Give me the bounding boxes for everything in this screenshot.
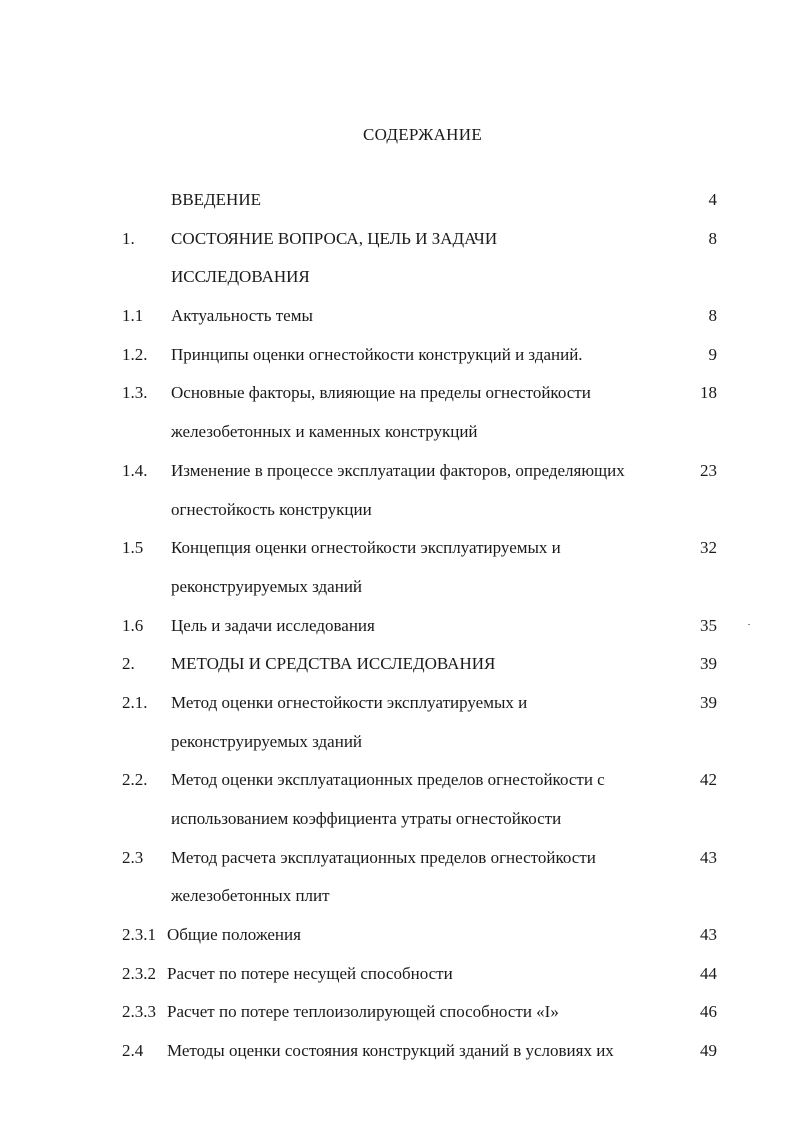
entry-number: 2.2. <box>122 770 148 790</box>
toc-entry <box>0 534 793 573</box>
entry-number: 1.1 <box>122 306 144 326</box>
entry-number: 2.4 <box>122 1041 144 1061</box>
toc-entry-continuation <box>0 882 793 921</box>
entry-title: Общие положения <box>167 925 301 945</box>
entry-page: 49 <box>700 1041 717 1061</box>
entry-title: Метод оценки эксплуатационных пределов огнестойкости с <box>171 770 605 790</box>
toc-entry <box>0 186 793 225</box>
entry-title: Актуальность темы <box>171 306 313 326</box>
entry-title: реконструируемых зданий <box>171 576 363 596</box>
toc-entry <box>0 302 793 341</box>
entry-page: 32 <box>700 538 717 558</box>
entry-page: 8 <box>708 306 717 326</box>
entry-page: 43 <box>700 847 717 867</box>
entry-number: 1.4. <box>122 460 148 480</box>
toc-entry-continuation <box>0 496 793 535</box>
entry-title: Расчет по потере теплоизолирующей способности «I» <box>167 1002 559 1022</box>
entry-title: Основные факторы, влияющие на пределы огнестойкости <box>171 383 591 403</box>
entry-number: 2.3.1 <box>122 925 156 945</box>
toc-entry <box>0 921 793 960</box>
toc-entry-continuation <box>0 263 793 302</box>
toc-entry <box>0 612 793 651</box>
entry-title: Метод расчета эксплуатационных пределов огнестойкости <box>171 847 596 867</box>
entry-number: 1.6 <box>122 615 144 635</box>
entry-title: Методы оценки состояния конструкций зданий в условиях их <box>167 1041 614 1061</box>
toc-entry-continuation <box>0 728 793 767</box>
entry-number: 1.3. <box>122 383 148 403</box>
toc-entry <box>0 341 793 380</box>
entry-title: СОСТОЯНИЕ ВОПРОСА, ЦЕЛЬ И ЗАДАЧИ <box>171 228 498 248</box>
toc-entry <box>0 1037 793 1076</box>
entry-title: Концепция оценки огнестойкости эксплуатируемых и <box>171 538 561 558</box>
toc-entry-continuation <box>0 573 793 612</box>
entry-page: 44 <box>700 963 717 983</box>
entry-title: ИССЛЕДОВАНИЯ <box>171 267 310 287</box>
entry-number: 1.5 <box>122 538 144 558</box>
entry-number: 2.3.2 <box>122 963 156 983</box>
entry-page: 39 <box>700 654 717 674</box>
entry-page: 43 <box>700 925 717 945</box>
toc-entry <box>0 379 793 418</box>
entry-page: 42 <box>700 770 717 790</box>
entry-number: 1.2. <box>122 344 148 364</box>
entry-page: 23 <box>700 460 717 480</box>
toc-entry <box>0 457 793 496</box>
toc-entry-continuation <box>0 805 793 844</box>
entry-title: Расчет по потере несущей способности <box>167 963 453 983</box>
toc-entry <box>0 225 793 264</box>
entry-page: 4 <box>708 190 717 209</box>
toc-entry <box>0 766 793 805</box>
entry-title: железобетонных и каменных конструкций <box>171 422 478 442</box>
entry-title: реконструируемых зданий <box>171 731 363 751</box>
toc-entry <box>0 960 793 999</box>
scan-speck <box>748 624 750 625</box>
entry-page: 18 <box>700 383 717 403</box>
entry-number: 1. <box>122 228 135 248</box>
entry-number: 2.3.3 <box>122 1002 156 1022</box>
entry-page: 35 <box>700 615 717 635</box>
entry-title: Принципы оценки огнестойкости конструкций и зданий. <box>171 344 583 364</box>
entry-number: 2. <box>122 654 135 674</box>
entry-title: ВВЕДЕНИЕ <box>171 190 261 209</box>
entry-page: 8 <box>708 228 717 248</box>
entry-title: Метод оценки огнестойкости эксплуатируемых и <box>171 692 528 712</box>
toc-entry <box>0 844 793 883</box>
entry-number: 2.3 <box>122 847 144 867</box>
entry-page: 9 <box>708 344 717 364</box>
entry-title: Изменение в процессе эксплуатации факторов, определяющих <box>171 460 625 480</box>
toc-entry <box>0 689 793 728</box>
toc-entry <box>0 998 793 1037</box>
page-title: СОДЕРЖАНИЕ <box>362 125 483 144</box>
toc-entry-continuation <box>0 418 793 457</box>
entry-title: МЕТОДЫ И СРЕДСТВА ИССЛЕДОВАНИЯ <box>171 654 496 674</box>
entry-number: 2.1. <box>122 692 148 712</box>
entry-title: использованием коэффициента утраты огнестойкости <box>171 809 562 828</box>
table-of-contents <box>0 186 793 1076</box>
entry-page: 39 <box>700 692 717 712</box>
entry-title: железобетонных плит <box>171 886 330 906</box>
entry-title: огнестойкость конструкции <box>171 499 372 519</box>
entry-page: 46 <box>700 1002 717 1022</box>
toc-entry <box>0 650 793 689</box>
entry-title: Цель и задачи исследования <box>171 615 375 635</box>
